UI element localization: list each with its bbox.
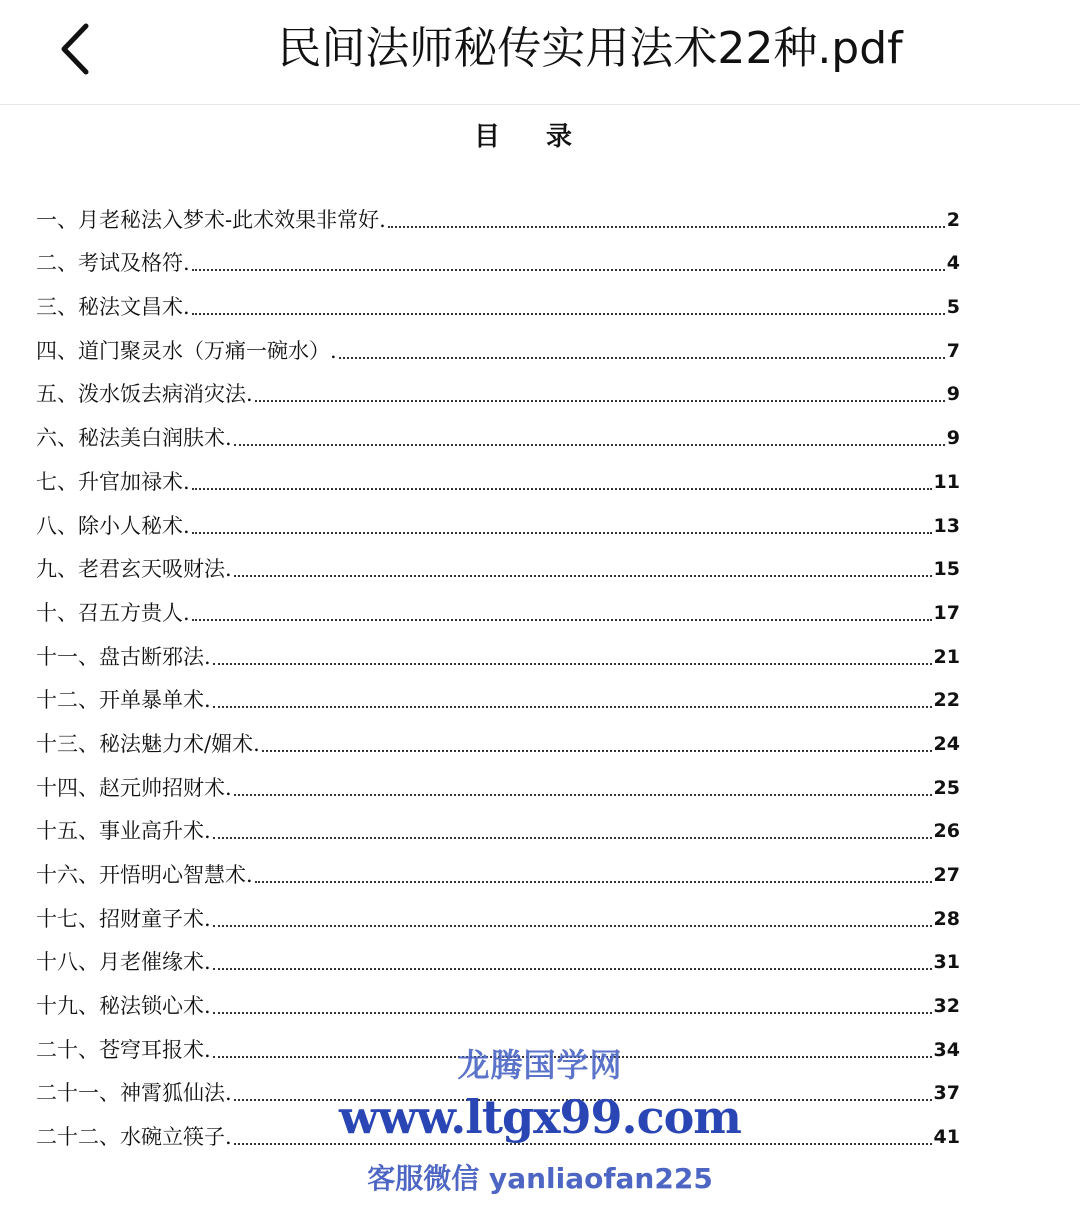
toc-entry-label: 十九、秘法锁心术. <box>36 994 211 1019</box>
toc-entry[interactable] <box>36 713 960 757</box>
toc-entry-label: 十一、盘古断邪法. <box>36 644 211 669</box>
toc-entry-page: 32 <box>933 995 960 1018</box>
toc-entry-label: 九、老君玄天吸财法. <box>36 557 232 582</box>
toc-leader-dots <box>192 619 932 621</box>
toc-entry-label: 三、秘法文昌术. <box>36 295 190 320</box>
toc-entry-page: 24 <box>933 732 960 755</box>
toc-leader-dots <box>234 794 932 796</box>
toc-leader-dots <box>339 357 945 359</box>
toc-entry-page: 27 <box>933 864 960 886</box>
toc-entry-page: 2 <box>946 208 960 231</box>
toc-entry[interactable] <box>36 888 960 932</box>
toc-entry[interactable] <box>36 276 960 320</box>
toc-leader-dots <box>213 968 932 970</box>
app-bar <box>0 0 1080 105</box>
toc-leader-dots <box>213 1012 932 1014</box>
toc-entry-page: 31 <box>933 951 960 974</box>
toc-entry-page: 5 <box>946 296 960 319</box>
toc-entry-page: 21 <box>933 645 960 668</box>
toc-entry-label: 十、召五方贵人. <box>36 600 190 625</box>
toc-leader-dots <box>262 750 932 752</box>
watermark-site-name: 龙腾国学网 <box>457 1046 623 1084</box>
toc-leader-dots <box>213 925 932 927</box>
toc-entry[interactable] <box>36 451 960 495</box>
toc-entry-page: 41 <box>933 1126 960 1149</box>
toc-entry-page: 37 <box>933 1082 960 1105</box>
toc-entry-page: 13 <box>933 514 960 537</box>
toc-entry[interactable] <box>36 626 960 670</box>
toc-entry-page: 17 <box>933 601 960 624</box>
toc-leader-dots <box>192 269 945 271</box>
toc-entry-label: 二十、苍穹耳报术. <box>36 1037 211 1062</box>
toc-entry-label: 十五、事业高升术. <box>36 819 211 844</box>
toc-leader-dots <box>255 400 945 402</box>
toc-entry-label: 十六、开悟明心智慧术. <box>36 863 253 887</box>
toc-heading: 目录 <box>473 122 618 152</box>
toc-entry-page: 34 <box>933 1038 960 1061</box>
toc-entry-page: 11 <box>933 470 960 493</box>
toc-entry-label: 十七、招财童子术. <box>36 906 211 931</box>
toc-leader-dots <box>255 881 932 883</box>
watermark-url: www.ltgx99.com <box>339 1090 741 1144</box>
toc-entry[interactable] <box>36 582 960 626</box>
toc-entry-page: 28 <box>933 907 960 930</box>
toc-leader-dots <box>213 663 932 665</box>
toc-entry-page: 9 <box>946 427 960 450</box>
toc-leader-dots <box>192 488 932 490</box>
watermark-contact: 客服微信 yanliaofan225 <box>367 1162 713 1195</box>
toc-entry-page: 22 <box>933 689 960 712</box>
toc-entry-label: 十二、开单暴单术. <box>36 688 211 713</box>
toc-entry-page: 4 <box>946 252 960 275</box>
toc-entry[interactable] <box>36 233 960 277</box>
toc-entry-label: 十四、赵元帅招财术. <box>36 775 232 800</box>
toc-entry-page: 15 <box>933 558 960 581</box>
toc-entry[interactable] <box>36 364 960 408</box>
toc-entry[interactable] <box>36 670 960 714</box>
toc-entry-label: 十三、秘法魅力术/媚术. <box>36 731 260 756</box>
toc-entry-label: 四、道门聚灵水（万痛一碗水）. <box>36 338 337 363</box>
toc-entry[interactable] <box>36 189 960 233</box>
back-button[interactable] <box>52 14 116 84</box>
toc-leader-dots <box>388 226 945 228</box>
toc-leader-dots <box>213 837 932 839</box>
toc-leader-dots <box>234 444 945 446</box>
toc-entry-label: 二十一、神霄狐仙法. <box>36 1081 232 1106</box>
toc-entry-label: 七、升官加禄术. <box>36 469 190 494</box>
toc-leader-dots <box>234 575 932 577</box>
chevron-left-icon <box>52 14 116 84</box>
toc-entry[interactable] <box>36 495 960 539</box>
toc-entry-label: 十八、月老催缘术. <box>36 950 211 975</box>
toc-leader-dots <box>213 706 932 708</box>
toc-entry[interactable] <box>36 320 960 364</box>
toc-entry-label: 二、考试及格符. <box>36 251 190 276</box>
toc-entry[interactable] <box>36 932 960 976</box>
toc-entry-label: 五、泼水饭去病消灾法. <box>36 382 253 407</box>
toc-entry-page: 7 <box>946 339 960 362</box>
toc-entry-label: 六、秘法美白润肤术. <box>36 426 232 451</box>
toc-entry[interactable] <box>36 539 960 583</box>
table-of-contents <box>36 189 960 1150</box>
toc-entry-page: 26 <box>933 820 960 843</box>
toc-leader-dots <box>192 313 945 315</box>
toc-entry-label: 二十二、水碗立筷子. <box>36 1125 232 1150</box>
toc-entry[interactable] <box>36 975 960 1019</box>
toc-entry[interactable] <box>36 844 960 888</box>
toc-entry[interactable] <box>36 801 960 845</box>
toc-entry-label: 一、月老秘法入梦术-此术效果非常好. <box>36 207 386 232</box>
toc-leader-dots <box>192 532 932 534</box>
document-title: 民间法师秘传实用法术22种.pdf <box>277 23 903 74</box>
toc-entry[interactable] <box>36 757 960 801</box>
pdf-page-view[interactable] <box>0 105 1080 1207</box>
toc-entry-page: 25 <box>933 776 960 799</box>
toc-entry[interactable] <box>36 407 960 451</box>
toc-entry-label: 八、除小人秘术. <box>36 513 190 538</box>
toc-entry-page: 9 <box>946 383 960 406</box>
